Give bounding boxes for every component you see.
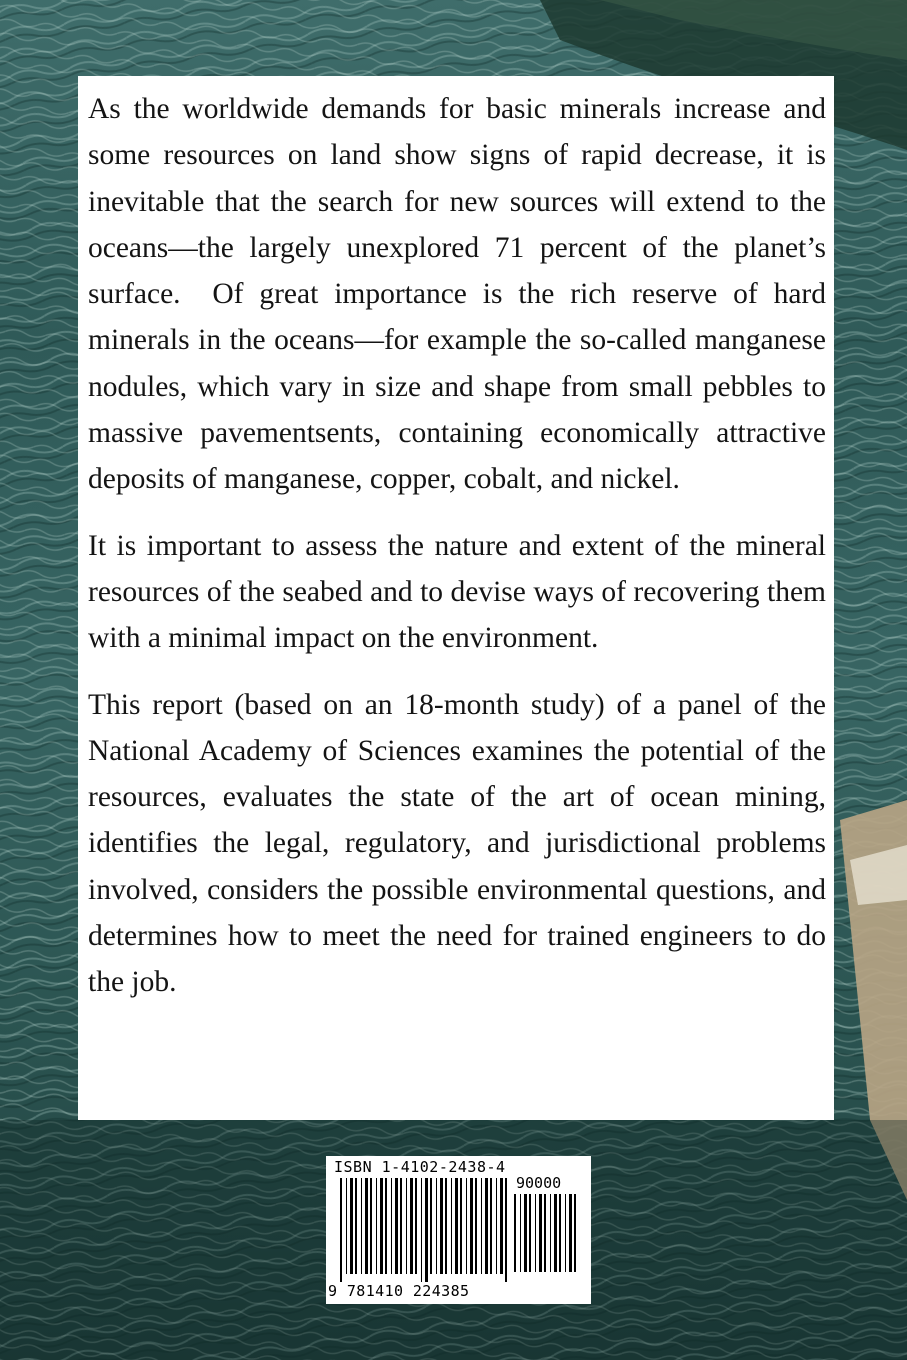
barcode-bar	[350, 1178, 353, 1274]
price-code: 90000	[516, 1174, 562, 1192]
barcode-bar	[544, 1194, 546, 1272]
barcode-bar	[445, 1178, 447, 1274]
barcode-bar	[355, 1178, 357, 1274]
barcode-bar	[574, 1194, 576, 1272]
barcode-bar	[524, 1194, 527, 1272]
description-paragraph-3: This report (based on an 18-month study) of a panel of the National Academy of Sciences examines the potential of the resources, evaluates the state of the art of ocean mining, identifies the legal, regulatory, and jurisdictional problems involved, considers the possible environmental questions, and determines how to meet the need for trained engineers to do the job.	[88, 688, 826, 999]
addon-barcode-bars	[514, 1194, 578, 1280]
barcode-bar	[565, 1194, 566, 1272]
barcode-bar	[535, 1194, 536, 1272]
barcode-bar	[425, 1178, 428, 1282]
barcode-bar	[481, 1178, 482, 1274]
barcode-bar	[539, 1194, 542, 1272]
isbn-label: ISBN 1-4102-2438-4	[334, 1158, 506, 1176]
barcode-bar	[421, 1178, 422, 1282]
barcode-bar	[485, 1178, 488, 1274]
barcode-bar	[554, 1194, 557, 1272]
barcode-bar	[529, 1194, 531, 1272]
barcode-bar	[410, 1178, 413, 1274]
barcode-bar	[460, 1178, 462, 1274]
description-paragraph-1: As the worldwide demands for basic minerals increase and some resources on land show signs of rapid decrease, it is inevitable that the search for new sources will extend to the oceans—the largely unexplored 71 percent of the planet’s surface. Of great importance is the rich reserve of hard minerals in the oceans—for example the so-called manganese nodules, which vary in size and shape from small pebbles to massive pavementsents, containing economically attractive deposits of manganese, copper, cobalt, and nickel.	[88, 93, 826, 496]
barcode-bar	[436, 1178, 437, 1274]
barcode-bar	[514, 1194, 516, 1272]
barcode-bar	[365, 1178, 368, 1274]
barcode-bar	[380, 1178, 383, 1274]
barcode-bar	[391, 1178, 392, 1274]
barcode-bar	[395, 1178, 398, 1274]
barcode-bar	[385, 1178, 387, 1274]
barcode-bar	[370, 1178, 372, 1274]
barcode-bar	[440, 1178, 443, 1274]
barcode-bar	[430, 1178, 432, 1274]
barcode-bar	[550, 1194, 551, 1272]
barcode-bar	[569, 1194, 572, 1272]
barcode-bar	[346, 1178, 347, 1274]
barcode-bar	[496, 1178, 497, 1274]
isbn-barcode	[326, 1156, 591, 1304]
barcode-bar	[466, 1178, 467, 1274]
barcode-bar	[559, 1194, 561, 1272]
barcode-bar	[400, 1178, 402, 1274]
barcode-bar	[520, 1194, 521, 1272]
ean-barcode-bars	[340, 1178, 508, 1282]
barcode-bar	[376, 1178, 377, 1274]
barcode-bar	[406, 1178, 407, 1274]
barcode-bar	[490, 1178, 492, 1274]
barcode-bar	[415, 1178, 417, 1274]
back-cover-text-panel	[78, 76, 834, 1120]
barcode-bar	[505, 1178, 507, 1282]
barcode-bar	[470, 1178, 473, 1274]
ean-digits: 9 781410 224385	[328, 1282, 470, 1300]
barcode-bar	[475, 1178, 477, 1274]
description-paragraph-2: It is important to assess the nature and extent of the mineral resources of the seabed and to devise ways of recovering them with a minimal impact on the environment.	[88, 529, 826, 655]
barcode-bar	[455, 1178, 458, 1274]
barcode-bar	[500, 1178, 503, 1274]
barcode-bar	[340, 1178, 342, 1282]
barcode-bar	[361, 1178, 362, 1274]
barcode-bar	[451, 1178, 452, 1274]
